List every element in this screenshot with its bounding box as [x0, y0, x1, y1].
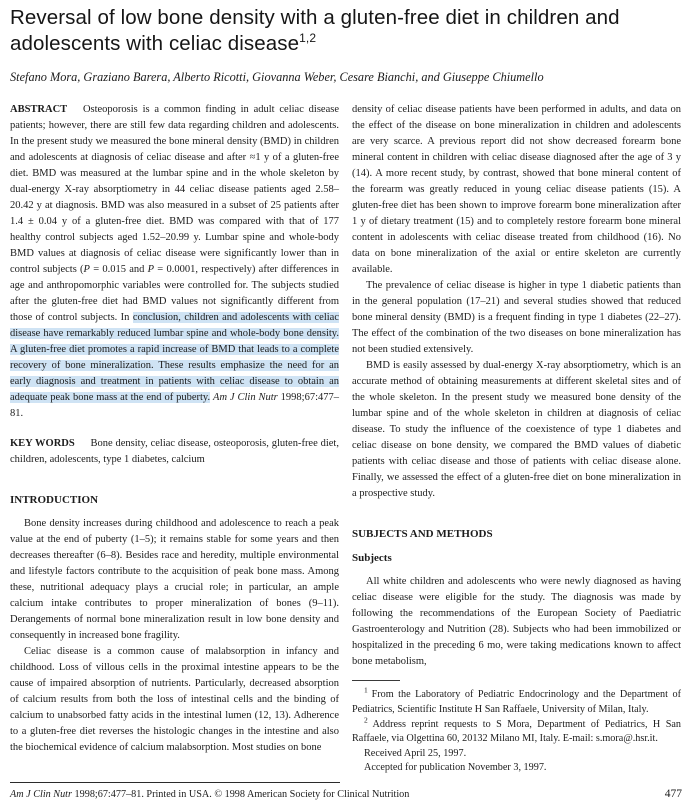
paragraph: [352, 278, 681, 358]
text-run: [75, 438, 91, 449]
introduction-heading: INTRODUCTION: [10, 494, 99, 506]
text-run: = 0.0001, respectively) after differences in age and anthropomorphic variables were controlled for. The subjects studied after the gluten-free diet had BMD values not significantly different from those of control subjects. In: [10, 264, 339, 323]
text-run: Received April 25, 1997.: [364, 747, 467, 759]
paragraph: [352, 358, 681, 502]
abstract-label: ABSTRACT: [10, 104, 68, 115]
text-run: Celiac disease is a common cause of malabsorption in infancy and childhood. Loss of villous cells in the proximal intestine appears to be the cause of impaired absorption of nutrients. Particularly, decreased absorption of calcium results from both the loss of intestinal cells and the binding of calcium to unabsorbed fatty acids in the intestinal lumen (12, 13). Adherence to a gluten-free diet reverses the histologic changes in the intestine and also the biochemical evidence of calcium malabsorption. Most studies on bone: [10, 646, 339, 753]
text-run: Bone density, celiac disease, osteoporosis, gluten-free diet, children, adolescents, type 1 diabetes, calcium: [10, 438, 339, 465]
footnote-1-marker: 1: [364, 686, 372, 696]
text-run: P: [147, 264, 155, 275]
section-heading: [10, 492, 339, 508]
paragraph-continuation: [352, 102, 681, 278]
title-superscript: 1,2: [299, 31, 317, 46]
paragraph: [352, 574, 681, 670]
keywords-paragraph: [10, 436, 339, 468]
text-run: Address reprint requests to S Mora, Department of Pediatrics, H San Raffaele, via Olgettina 60, 20132 Milano MI, Italy. E-mail: s.mora@.hsr.it.: [352, 718, 682, 745]
paragraph: [10, 644, 339, 756]
authors-line: Stefano Mora, Graziano Barera, Alberto Ricotti, Giovanna Weber, Cesare Bianchi, and Giuseppe Chiumello: [10, 70, 544, 84]
text-run: [67, 104, 83, 115]
section-heading: [352, 526, 681, 542]
text-run: density of celiac disease patients have been performed in adults, and data on the effect of the disease on bone mineralization in children and adolescents are very scarce. A previous report did not show decreased forearm bone mineral content in children with celiac disease diagnosed after the age of 3 y (14). A more recent study, by contrast, showed that bone mineral content of the forearm was greatly reduced in young celiac disease patients (15). A gluten-free diet has been shown to improve forearm bone mineralization after 1 y of dietary treatment (15) and to completely restore forearm bone mineral content in adolescents with celiac disease treated from childhood (16). No data on bone mineralization of the axial or entire skeleton are currently available.: [352, 104, 681, 275]
footnote: [352, 761, 681, 776]
footnote: [352, 715, 682, 747]
text-run: From the Laboratory of Pediatric Endocrinology and the Department of Pediatrics, Scientific Institute H San Raffaele, University of Milan, Italy.: [352, 689, 681, 716]
article-body: [10, 102, 682, 778]
right-column: [352, 102, 681, 778]
footer-citation: [10, 789, 409, 800]
text-run: = 0.015 and: [89, 264, 148, 275]
footer-row: [10, 788, 682, 800]
paragraph: [10, 516, 339, 644]
text-run: Bone density increases during childhood and adolescence to reach a peak value at the end of puberty (1–5); it remains stable for some years and then decreases thereafter (6–8). Besides race and heredity, multiple environmental and lifestyle factors contribute to the acquisition of peak bone mass. Among these, nutritional adequacy plays a crucial role; in particular, an ample calcium intake contributes to proper mineralization of bones (9–11). Derangements of normal bone mineralization result in low bone density and consequently in increased bone fragility.: [10, 518, 339, 641]
text-run: 1998;67:477–81. Printed in USA. © 1998 American Society for Clinical Nutrition: [71, 789, 410, 800]
page-title: [10, 5, 682, 57]
text-run: BMD is easily assessed by dual-energy X-ray absorptiometry, which is an accurate method of obtaining measurements at different skeletal sites and of the whole skeleton. In the present study we measured bone density of the lumbar spine and of the whole skeleton in children at diagnosis of celiac disease. To study the influence of the coexistence of type 1 diabetes and celiac disease on bone density, we compared the BMD values of diabetic patients with celiac disease and those of patients with celiac disease alone. Finally, we assessed the effect of a gluten-free diet on bone mineralization in a prospective study.: [352, 360, 681, 499]
title-text: Reversal of low bone density with a gluten-free diet in children and adolescents with celiac disease: [10, 6, 620, 55]
text-run: Am J Clin Nutr: [213, 392, 278, 403]
footnote-2-marker: 2: [364, 715, 373, 725]
text-run: Accepted for publication November 3, 1997.: [364, 762, 547, 774]
highlighted-text: conclusion, children and adolescents with celiac disease have remarkably reduced lumbar spine and whole-body bone density. A gluten-free diet promotes a rapid increase of BMD that leads to a complete recovery of bone mineralization. These results emphasize the need for an early diagnosis and treatment in patients with celiac disease to obtain an adequate peak bone mass at the end of puberty.: [10, 312, 339, 403]
text-run: The prevalence of celiac disease is higher in type 1 diabetic patients than in the general population (17–21) and several studies showed that reduced bone mineral density (BMD) is a frequent finding in type 1 diabetes (22–27). The effect of the combination of the two diseases on bone mineralization has not been studied extensively.: [352, 280, 681, 355]
text-run: Osteoporosis is a common finding in adult celiac disease patients; however, there are still few data regarding children and adolescents. In the present study we measured the bone mineral density (BMD) in children and adolescents at diagnosis of celiac disease and after ≈1 y of a gluten-free diet. BMD was measured at the lumbar spine and in the whole skeleton by dual-energy X-ray absorptiometry in 44 celiac disease patients aged 2.58–20.42 y at diagnosis. BMD was also measured in a subset of 25 patients after 1.4 ± 0.04 y of a gluten-free diet. BMD was compared with that of 177 healthy control subjects aged 1.52–20.99 y. Lumbar spine and whole-body BMD values at diagnosis of celiac disease were significantly lower than in control subjects (: [10, 104, 339, 275]
text-run: 1998;67:477–81.: [10, 392, 339, 419]
page-footer: [10, 782, 682, 800]
footnote-separator-rule: [352, 680, 400, 681]
abstract-paragraph: [10, 102, 339, 422]
subjects-subheading: Subjects: [352, 552, 392, 564]
footnote: [352, 747, 681, 762]
page-number: 477: [664, 788, 682, 800]
right-column-text: [352, 102, 681, 670]
subsection-heading: [352, 550, 681, 566]
left-column: [10, 102, 339, 778]
subjects-methods-heading: SUBJECTS AND METHODS: [352, 528, 493, 540]
keywords-label: KEY WORDS: [10, 438, 75, 449]
text-run: All white children and adolescents who were newly diagnosed as having celiac disease were eligible for the study. The diagnosis was made by following the recommendations of the European Society of Paediatric Gastroenterology and Nutrition (28). Subjects who had been immobilized or hospitalized in the preceding 6 mo, were taking medications known to affect bone metabolism,: [352, 576, 681, 667]
footer-rule: [10, 782, 340, 783]
journal-name: Am J Clin Nutr: [10, 789, 72, 800]
text-run: P: [83, 264, 90, 275]
footnote: [352, 688, 681, 717]
footnotes-block: [352, 680, 681, 778]
footnote-list: [352, 688, 681, 776]
